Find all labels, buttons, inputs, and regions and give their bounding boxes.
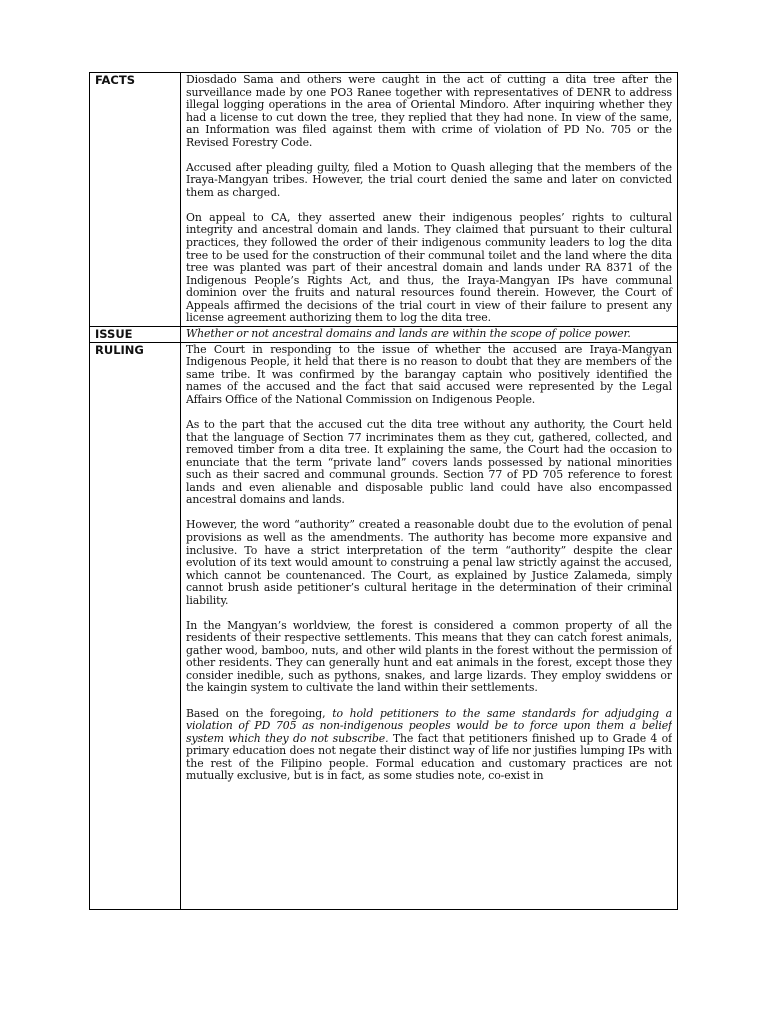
issue-row <box>90 326 678 342</box>
ruling-label: RULING <box>90 342 181 909</box>
facts-paragraph: On appeal to CA, they asserted anew their indigenous peoples’ rights to cultural integrity and ancestral domain and lands. They claimed that pursuant to their cultural practices, they followed the order of their indigenous community leaders to log the dita tree to be used for the construction of their communal toilet and the land where the dita tree was planted was part of their ancestral domain and lands under RA 8371 of the Indigenous People’s Rights Act, and thus, the Iraya-Mangyan IPs have communal dominion over the fruits and natural resources found therein. However, the Court of Appeals affirmed the decisions of the trial court in view of their failure to present any license agreement authorizing them to log the dita tree. <box>186 210 672 325</box>
ruling-paragraph: However, the word “authority” created a reasonable doubt due to the evolution of penal provisions as well as the amendments. The authority has become more expansive and inclusive. To have a strict interpretation of the term “authority” despite the clear evolution of its text would amount to construing a penal law strictly against the accused, which cannot be countenanced. The Court, as explained by Justice Zalameda, simply cannot brush aside petitioner’s cultural heritage in the determination of their criminal liability. <box>186 518 672 607</box>
ruling-last-rest: The fact that petitioners finished up to Grade 4 of primary education does not negate their distinct way of life nor justifies lumping IPs with the rest of the Filipino people. Formal education and customary practices are not mutually exclusive, but is in fact, as some studies note, co-exist in <box>186 731 672 783</box>
issue-text: Whether or not ancestral domains and lands are within the scope of police power. <box>186 326 631 340</box>
issue-label: ISSUE <box>90 326 181 342</box>
ruling-row <box>90 342 678 909</box>
facts-row <box>90 73 678 327</box>
ruling-paragraph-last <box>186 708 672 783</box>
case-digest-table <box>89 72 678 910</box>
facts-label: FACTS <box>90 73 181 327</box>
ruling-paragraph: The Court in responding to the issue of whether the accused are Iraya-Mangyan Indigenous People, it held that there is no reason to doubt that they are members of the same tribe. It was confirmed by the barangay captain who positively identified the names of the accused and the fact that said accused were represented by the Legal Affairs Office of the National Commission on Indigenous People. <box>186 343 672 407</box>
ruling-content <box>181 342 678 909</box>
ruling-last-emphasis: to hold petitioners to the same standards for adjudging a violation of PD 705 as non-indigenous peoples would be to force upon them a belief system which they do not subscribe. <box>186 706 672 745</box>
ruling-paragraph: As to the part that the accused cut the dita tree without any authority, the Court held that the language of Section 77 incriminates them as they cut, gathered, collected, and removed timber from a dita tree. It explaining the same, the Court had the occasion to enunciate that the term “private land” covers lands possessed by national minorities such as their sacred and communal grounds. Section 77 of PD 705 reference to forest lands and even alienable and disposable public land could have also encompassed ancestral domains and lands. <box>186 418 672 507</box>
facts-paragraph: Diosdado Sama and others were caught in the act of cutting a dita tree after the surveillance made by one PO3 Ranee together with representatives of DENR to address illegal logging operations in the area of Oriental Mindoro. After inquiring whether they had a license to cut down the tree, they replied that they had none. In view of the same, an Information was filed against them with crime of violation of PD No. 705 or the Revised Forestry Code. <box>186 73 672 149</box>
facts-paragraph: Accused after pleading guilty, filed a Motion to Quash alleging that the members of the Iraya-Mangyan tribes. However, the trial court denied the same and later on convicted them as charged. <box>186 160 672 199</box>
ruling-last-lead: Based on the foregoing, <box>186 706 333 720</box>
issue-content <box>181 326 678 342</box>
facts-content <box>181 73 678 327</box>
ruling-body <box>186 344 672 908</box>
ruling-paragraph: In the Mangyan’s worldview, the forest is considered a common property of all the residents of their respective settlements. This means that they can catch forest animals, gather wood, bamboo, nuts, and other wild plants in the forest without the permission of other residents. They can generally hunt and eat animals in the forest, except those they consider inedible, such as pythons, snakes, and large lizards. They employ swiddens or the kaingin system to cultivate the land within their settlements. <box>186 618 672 695</box>
